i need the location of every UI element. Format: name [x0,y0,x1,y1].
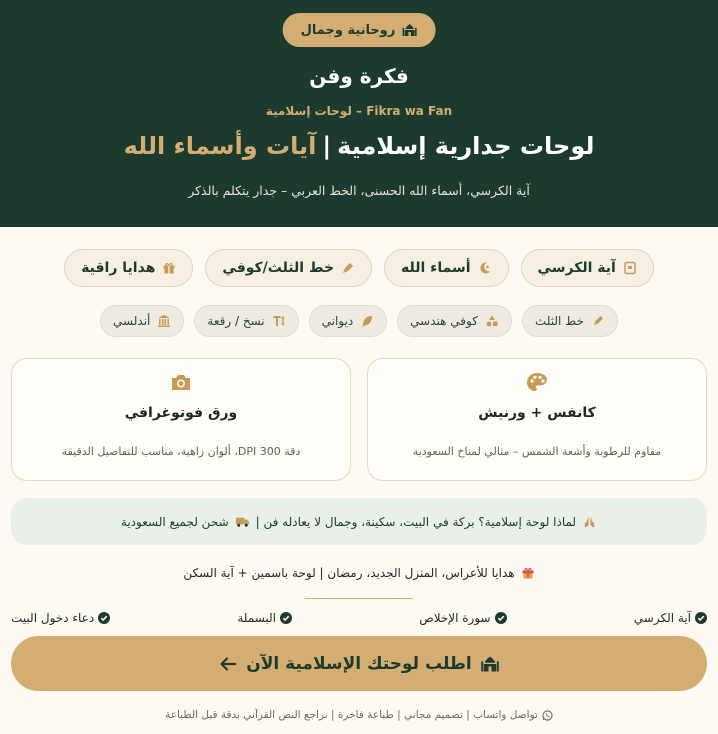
brand-name: فكرة وفن [309,64,409,88]
praying-hands-icon [582,514,597,529]
palette-icon [525,371,549,395]
category-asma-allah[interactable] [384,249,509,287]
badge-label: روحانية وجمال [300,22,396,38]
material-card-photo [11,358,351,481]
divider [305,598,413,599]
includes-checklist [11,611,707,625]
check-circle-icon [495,612,507,624]
card-description: مقاوم للرطوبة وأشعة الشمس – مثالي لمناخ السعودية [412,445,662,458]
brand-subtitle: Fikra wa Fan – لوحات إسلامية [265,104,453,118]
order-now-button[interactable] [11,636,707,691]
quran-icon [623,261,637,275]
checklist-item [634,611,707,625]
pill-label: خط الثلث/كوفي [222,260,335,276]
checklist-label: سورة الإخلاص [419,611,491,625]
card-title: ورق فوتوغرافي [124,405,238,421]
pill-label: آية الكرسي [537,260,616,276]
check-circle-icon [280,612,292,624]
pen-icon [591,314,605,328]
check-circle-icon [695,612,707,624]
title-main: لوحات جدارية إسلامية [337,132,595,160]
check-circle-icon [98,612,110,624]
material-card-canvas [367,358,707,481]
style-kufi[interactable] [397,305,512,337]
pill-label: أسماء الله [401,260,471,276]
landmark-icon [157,314,171,328]
mosque-icon [401,22,417,38]
mosque-icon [480,654,500,674]
style-diwani[interactable] [309,305,388,337]
notice-why: لماذا لوحة إسلامية؟ بركة في البيت، سكينة، وجمال لا يعادله فن | [255,514,577,529]
tagline: آية الكرسي، أسماء الله الحسنى، الخط العربي – جدار يتكلم بالذكر [188,183,530,198]
text-height-icon [272,314,286,328]
checklist-item [237,611,292,625]
whatsapp-icon [542,710,553,721]
pill-label: نسخ / رقعة [207,314,265,328]
arrow-left-icon [218,654,238,674]
notice-shipping: شحن لجميع السعودية [120,514,229,529]
checklist-label: آية الكرسي [633,611,691,625]
hero-header [0,0,718,227]
title-accent: آيات وأسماء الله [123,132,317,160]
gift-icon [162,261,176,275]
star-crescent-icon [478,261,492,275]
pill-label: ديواني [321,314,354,328]
gifts-text: هدايا للأعراس، المنزل الجديد، رمضان | لوحة باسمين + آية السكن [183,566,515,580]
pill-label: أندلسي [113,314,151,328]
style-andalusi[interactable] [100,305,184,337]
style-pills [0,305,718,337]
card-description: دقة 300 DPI، ألوان زاهية، مناسب للتفاصيل الدقيقة [61,445,301,458]
card-title: كانفس + ورنيش [478,405,596,421]
category-pills [0,249,718,287]
footer-text: تواصل واتساب | تصميم مجاني | طباعة فاخرة | نراجع النص القرآني بدقة قبل الطباعة [165,709,538,721]
footer-note [0,709,718,721]
title-separator: | [322,132,332,160]
gift-icon [521,566,535,580]
style-thuluth[interactable] [522,305,618,337]
gifts-line [0,566,718,580]
camera-icon [169,371,193,395]
pill-label: كوفي هندسي [410,314,478,328]
category-badge [283,13,436,47]
truck-icon [235,514,250,529]
category-gifts[interactable] [64,249,193,287]
checklist-label: البسملة [237,611,277,625]
pill-label: هدايا راقية [81,260,156,276]
checklist-label: دعاء دخول البيت [11,611,95,625]
page-title [0,132,718,160]
cta-label: اطلب لوحتك الإسلامية الآن [246,653,472,674]
pill-label: خط الثلث [534,314,584,328]
checklist-item [419,611,506,625]
category-ayat-alkursi[interactable] [521,249,654,287]
benefits-notice [11,498,707,545]
category-calligraphy[interactable] [205,249,372,287]
feather-icon [360,314,374,328]
style-naskh[interactable] [194,305,298,337]
shapes-icon [485,314,499,328]
pen-nib-icon [341,261,355,275]
checklist-item [11,611,110,625]
